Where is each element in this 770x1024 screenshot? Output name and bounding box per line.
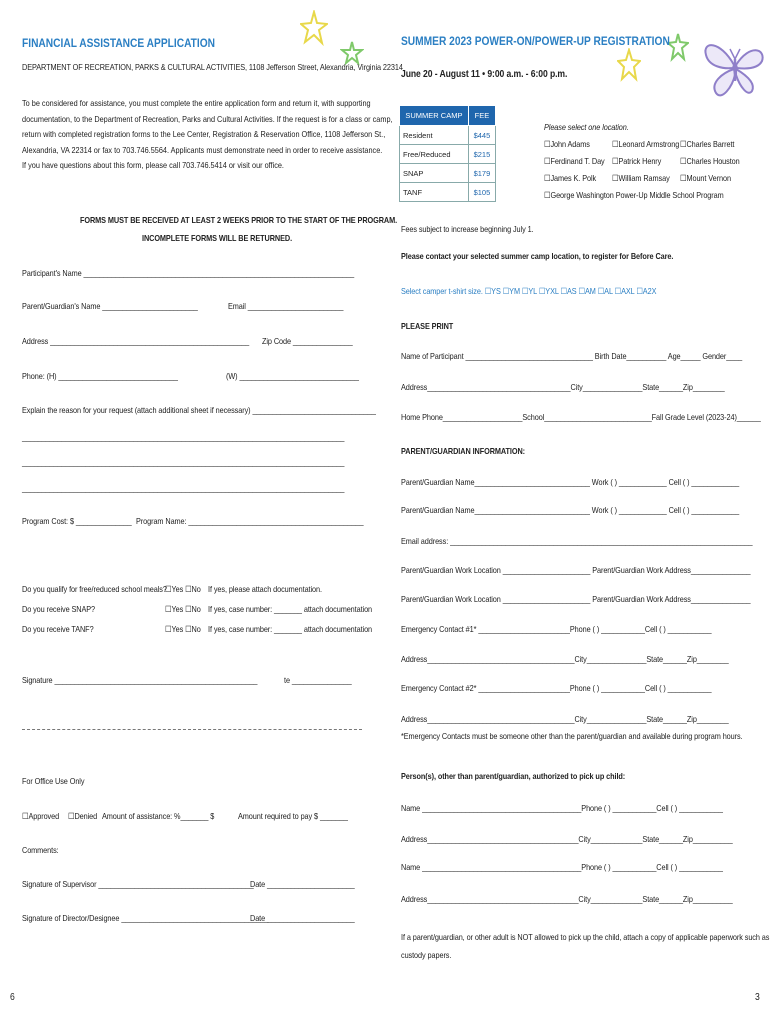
fee-amount: $105 xyxy=(468,183,495,202)
location-checkbox[interactable]: ☐Ferdinand T. Day xyxy=(544,156,605,166)
fees-note: Fees subject to increase beginning July 1. xyxy=(401,224,534,234)
director-signature-field[interactable]: Signature of Director/Designee _____________________________________ xyxy=(22,913,269,923)
location-checkbox[interactable]: ☐Patrick Henry xyxy=(612,156,662,166)
left-page-title: FINANCIAL ASSISTANCE APPLICATION xyxy=(22,36,216,50)
emergency-address-1[interactable]: Address_____________________________________City_______________State______Zip________ xyxy=(401,654,729,664)
email-address-field[interactable]: Email address: ____________________________________________________________________________ xyxy=(401,536,753,546)
reason-line[interactable]: _________________________________________________________________________________ xyxy=(22,432,345,442)
work-location-row[interactable]: Parent/Guardian Work Location ______________________ Parent/Guardian Work Address_______________ xyxy=(401,594,751,604)
email-field[interactable]: Email ________________________ xyxy=(228,301,344,311)
fee-table-header: SUMMER CAMP xyxy=(400,106,469,126)
location-checkbox[interactable]: ☐Mount Vernon xyxy=(680,173,731,183)
fee-amount: $215 xyxy=(468,145,495,164)
emergency-contact-1[interactable]: Emergency Contact #1* _______________________Phone ( ) ___________Cell ( ) ___________ xyxy=(401,624,712,634)
guardian-header: PARENT/GUARDIAN INFORMATION: xyxy=(401,446,526,456)
parent-name-field[interactable]: Parent/Guardian's Name ________________________ xyxy=(22,301,198,311)
comments-label: Comments: xyxy=(22,845,59,855)
reason-line[interactable]: _________________________________________________________________________________ xyxy=(22,457,345,467)
tanf-case-number[interactable]: If yes, case number: _______ attach documentation xyxy=(208,624,373,634)
right-page-number: 3 xyxy=(755,992,760,1003)
guardian-name-row[interactable]: Parent/Guardian Name_____________________________ Work ( ) ____________ Cell ( ) ____________ xyxy=(401,505,740,515)
pickup-header: Person(s), other than parent/guardian, authorized to pick up child: xyxy=(401,771,626,781)
intro-paragraph: To be considered for assistance, you must complete the entire application form and return it, with supporting documentation, to the Department of Recreation, Parks and Cultural Activities. If the request is for a class or camp, return with completed registration forms to the Lee Center, Registration & Reservation Office, 1108 Jefferson St., Alexandria, VA 22314 or fax to 703.746.5564. Applicants must demonstrate need in order to receive assistance. If you have questions about this form, please call 703.746.5414 or visit our office. xyxy=(22,98,393,170)
department-address: DEPARTMENT OF RECREATION, PARKS & CULTURAL ACTIVITIES, 1108 Jefferson Street, Alexandria, Virginia 22314 xyxy=(22,62,403,72)
location-checkbox[interactable]: ☐George Washington Power-Up Middle School Program xyxy=(544,190,724,200)
before-care-note: Please contact your selected summer camp location, to register for Before Care. xyxy=(401,251,674,261)
table-row xyxy=(400,183,496,202)
location-checkbox[interactable]: ☐James K. Polk xyxy=(544,173,597,183)
table-row xyxy=(400,126,496,145)
camp-dates: June 20 - August 11 • 9:00 a.m. - 6:00 p.m. xyxy=(401,69,568,80)
address-field[interactable]: Address __________________________________________________ xyxy=(22,336,250,346)
denied-checkbox[interactable]: ☐Denied xyxy=(68,811,98,821)
participant-name-field[interactable]: Participant's Name ____________________________________________________________________ xyxy=(22,268,355,278)
program-cost-field[interactable]: Program Cost: $ ______________ xyxy=(22,516,132,526)
program-name-field[interactable]: Program Name: ____________________________________________ xyxy=(136,516,364,526)
location-checkbox[interactable]: ☐Charles Barrett xyxy=(680,139,735,149)
work-location-row[interactable]: Parent/Guardian Work Location ______________________ Parent/Guardian Work Address_______________ xyxy=(401,565,751,575)
yes-no-checkbox[interactable]: ☐Yes ☐No xyxy=(165,584,201,594)
tshirt-size-selector[interactable]: Select camper t-shirt size. ☐YS ☐YM ☐YL ☐YXL ☐AS ☐AM ☐AL ☐AXL ☐A2X xyxy=(401,286,657,296)
supervisor-date-field[interactable]: Date ______________________ xyxy=(250,879,355,889)
custody-note: If a parent/guardian, or other adult is NOT allowed to pick up the child, attach a copy of applicable paperwork such as xyxy=(401,932,770,942)
question-tanf: Do you receive TANF? xyxy=(22,624,94,634)
fee-amount: $445 xyxy=(468,126,495,145)
home-phone-field[interactable]: Phone: (H) ______________________________ xyxy=(22,371,178,381)
free-reduced-instruction: If yes, please attach documentation. xyxy=(208,584,322,594)
snap-case-number[interactable]: If yes, case number: _______ attach documentation xyxy=(208,604,373,614)
director-date-field[interactable]: Date ______________________ xyxy=(250,913,355,923)
incomplete-notice: INCOMPLETE FORMS WILL BE RETURNED. xyxy=(142,233,293,243)
guardian-name-row[interactable]: Parent/Guardian Name_____________________________ Work ( ) ____________ Cell ( ) ____________ xyxy=(401,477,740,487)
emergency-contact-2[interactable]: Emergency Contact #2* _______________________Phone ( ) ___________Cell ( ) ___________ xyxy=(401,683,712,693)
location-checkbox[interactable]: ☐Leonard Armstrong xyxy=(612,139,680,149)
pickup-address-row[interactable]: Address______________________________________City_____________State______Zip__________ xyxy=(401,834,733,844)
location-checkbox[interactable]: ☐William Ramsay xyxy=(612,173,670,183)
star-green-icon xyxy=(667,32,689,62)
reason-field[interactable]: Explain the reason for your request (attach additional sheet if necessary) _______________________________ xyxy=(22,405,376,415)
supervisor-signature-field[interactable]: Signature of Supervisor _______________________________________ xyxy=(22,879,254,889)
assistance-amount-field[interactable]: Amount of assistance: %_______ $ xyxy=(102,811,215,821)
table-row xyxy=(400,164,496,183)
date-field[interactable]: te _______________ xyxy=(284,675,352,685)
table-row xyxy=(400,145,496,164)
location-checkbox[interactable]: ☐Charles Houston xyxy=(680,156,740,166)
pickup-address-row[interactable]: Address______________________________________City_____________State______Zip__________ xyxy=(401,894,733,904)
signature-field[interactable]: Signature ___________________________________________________ xyxy=(22,675,258,685)
custody-note-continued: custody papers. xyxy=(401,950,452,960)
fee-table xyxy=(399,105,496,202)
yes-no-checkbox[interactable]: ☐Yes ☐No xyxy=(165,604,201,614)
fee-amount: $179 xyxy=(468,164,495,183)
star-yellow-icon xyxy=(617,48,641,82)
home-phone-row[interactable]: Home Phone____________________School___________________________Fall Grade Level (2023-24)______ xyxy=(401,412,761,422)
emergency-note: *Emergency Contacts must be someone other than the parent/guardian and available during program hours. xyxy=(401,731,743,741)
approved-checkbox[interactable]: ☐Approved xyxy=(22,811,60,821)
left-page-number: 6 xyxy=(10,992,15,1003)
fee-category: Resident xyxy=(400,126,469,145)
participant-info-row[interactable]: Name of Participant ________________________________ Birth Date__________ Age_____ Gender____ xyxy=(401,351,743,361)
yes-no-checkbox[interactable]: ☐Yes ☐No xyxy=(165,624,201,634)
question-snap: Do you receive SNAP? xyxy=(22,604,96,614)
fee-category: SNAP xyxy=(400,164,469,183)
location-prompt: Please select one location. xyxy=(544,122,629,132)
pickup-name-row[interactable]: Name ________________________________________Phone ( ) ___________Cell ( ) ___________ xyxy=(401,803,723,813)
question-free-reduced: Do you qualify for free/reduced school meals? xyxy=(22,584,167,594)
zip-field[interactable]: Zip Code _______________ xyxy=(262,336,353,346)
butterfly-icon xyxy=(700,35,770,105)
deadline-notice: FORMS MUST BE RECEIVED AT LEAST 2 WEEKS PRIOR TO THE START OF THE PROGRAM. xyxy=(80,215,398,225)
location-checkbox[interactable]: ☐John Adams xyxy=(544,139,590,149)
reason-line[interactable]: _________________________________________________________________________________ xyxy=(22,483,345,493)
fee-category: Free/Reduced xyxy=(400,145,469,164)
cut-line xyxy=(22,729,362,730)
fee-table-header: FEE xyxy=(468,106,495,126)
star-yellow-icon xyxy=(300,10,328,46)
emergency-address-2[interactable]: Address_____________________________________City_______________State______Zip________ xyxy=(401,714,729,724)
office-use-heading: For Office Use Only xyxy=(22,776,85,786)
fee-category: TANF xyxy=(400,183,469,202)
amount-required-field[interactable]: Amount required to pay $ _______ xyxy=(238,811,348,821)
pickup-name-row[interactable]: Name ________________________________________Phone ( ) ___________Cell ( ) ___________ xyxy=(401,862,723,872)
right-page-title: SUMMER 2023 POWER-ON/POWER-UP REGISTRATION xyxy=(401,34,670,48)
please-print: PLEASE PRINT xyxy=(401,321,454,331)
participant-address-row[interactable]: Address____________________________________City_______________State______Zip________ xyxy=(401,382,725,392)
work-phone-field[interactable]: (W) ______________________________ xyxy=(226,371,359,381)
